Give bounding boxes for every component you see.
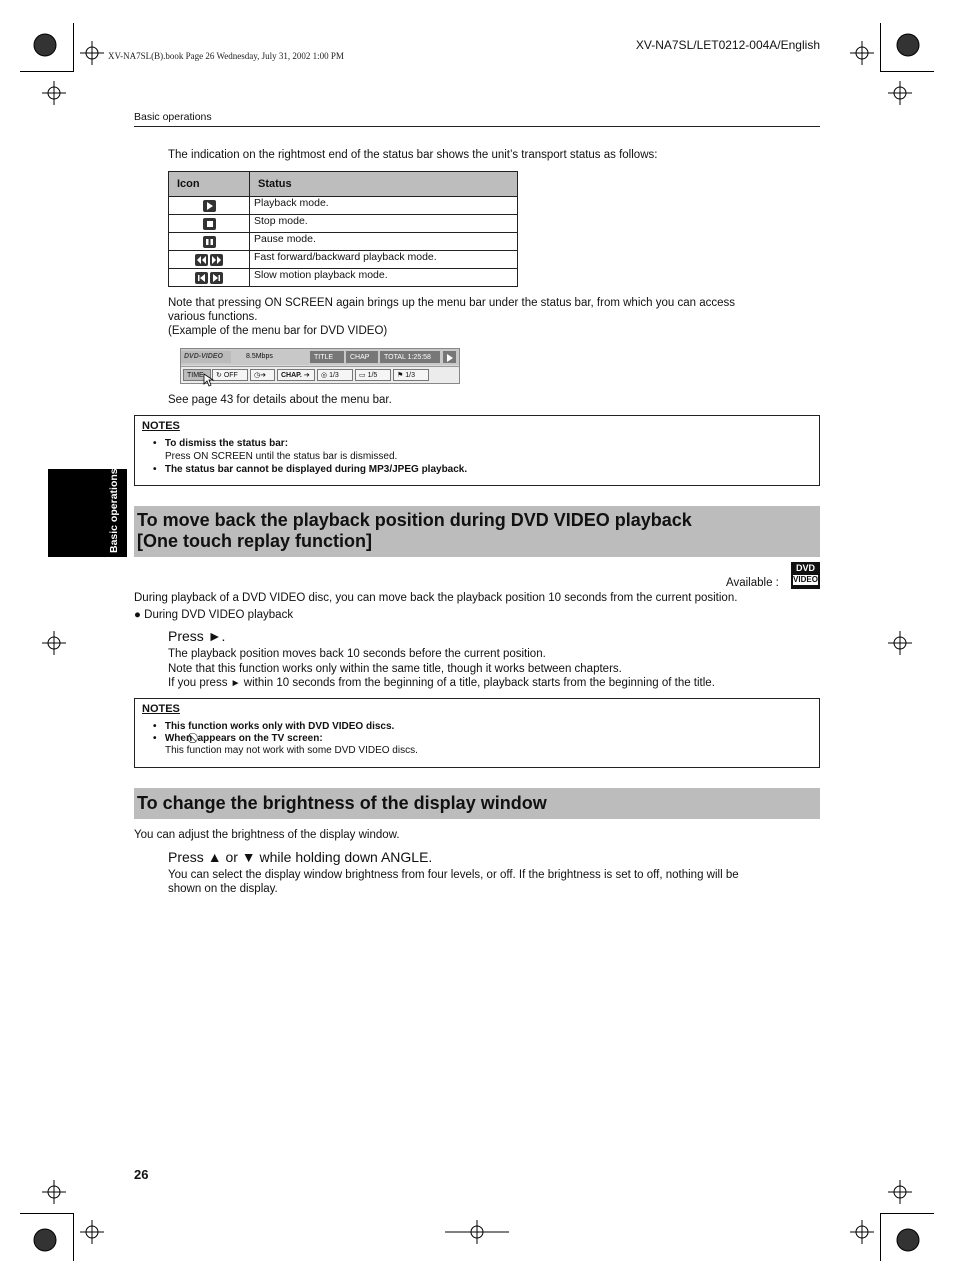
note-item-text: This function may not work with some DVD VIDEO discs. [165, 745, 418, 756]
table-row [169, 251, 518, 269]
fast-forward-icon [210, 254, 223, 266]
replay-intro: During playback of a DVD VIDEO disc, you can move back the playback position 10 seconds from the current position. [134, 592, 738, 604]
pause-icon [203, 236, 216, 248]
dvd-video-badge [791, 562, 820, 589]
bitrate-readout: 8.5Mbps [246, 353, 273, 360]
menu-example-caption: (Example of the menu bar for DVD VIDEO) [168, 325, 388, 337]
table-row [169, 233, 518, 251]
slow-backward-icon [195, 272, 208, 284]
chapter-search-button[interactable]: CHAP. ➔ [277, 369, 315, 381]
table-row [169, 215, 518, 233]
subtitle-label: 1/5 [367, 372, 378, 379]
repeat-off-button[interactable]: ↻ OFF [212, 369, 248, 381]
title-readout: TITLE [310, 351, 344, 363]
audio-button[interactable]: ◎ 1/3 [317, 369, 353, 381]
brightness-intro: You can adjust the brightness of the display window. [134, 829, 400, 841]
press-label: Press [168, 849, 204, 865]
side-tab-label: Basic operations [108, 468, 120, 553]
play-icon: ► [230, 678, 241, 689]
status-table [168, 171, 518, 287]
stop-icon [203, 218, 216, 230]
note-item-when: When [164, 733, 193, 744]
play-status-icon [443, 351, 456, 363]
notes-box-replay [134, 698, 820, 768]
heading-line2: [One touch replay function] [137, 531, 373, 551]
replay-line3 [168, 676, 715, 691]
or-label: or [225, 849, 238, 865]
note-item-title: This function works only with DVD VIDEO discs. [164, 721, 395, 732]
section-header: Basic operations [134, 111, 212, 123]
status-cell: Fast forward/backward playback mode. [250, 251, 518, 269]
status-bar-row [181, 349, 459, 365]
replay-line1: The playback position moves back 10 seconds before the current position. [168, 648, 546, 660]
subtitle-button[interactable]: ▭ 1/5 [355, 369, 391, 381]
note-item: • This function works only with DVD VIDEO discs. [153, 721, 395, 732]
play-icon: ► [207, 628, 222, 644]
status-cell: Slow motion playback mode. [250, 269, 518, 287]
audio-label: 1/3 [329, 372, 339, 379]
play-icon [203, 200, 216, 212]
notes-box-status [134, 415, 820, 486]
heading-text: To change the brightness of the display window [137, 793, 547, 813]
notes-title: NOTES [142, 703, 180, 715]
dvd-video-logo: DVD-VIDEO [181, 351, 231, 363]
heading-line1: To move back the playback position during DVD VIDEO playback [137, 510, 692, 530]
pointer-cursor-icon [203, 373, 215, 387]
table-row [169, 269, 518, 287]
up-arrow-icon: ▲ [207, 849, 222, 865]
chapter-search-label: CHAP. [281, 372, 302, 379]
page-number: 26 [134, 1167, 149, 1182]
status-cell: Pause mode. [250, 233, 518, 251]
down-arrow-icon: ▼ [241, 849, 256, 865]
note-item-text: Press ON SCREEN until the status bar is dismissed. [165, 451, 398, 462]
replay-line2: Note that this function works only within the same title, though it works between chapters. [168, 663, 622, 675]
note-item-title: To dismiss the status bar: [164, 438, 289, 449]
menu-note-line2: various functions. [168, 311, 258, 323]
note-item: • The status bar cannot be displayed during MP3/JPEG playback. [153, 464, 468, 475]
table-row [169, 197, 518, 215]
header-rule [134, 126, 820, 127]
available-label: Available : [726, 577, 779, 589]
note-item-title: The status bar cannot be displayed during MP3/JPEG playback. [164, 464, 468, 475]
angle-button[interactable]: ⚑ 1/3 [393, 369, 429, 381]
replay-press-step: Press ►. [168, 628, 226, 644]
menu-note-line1: Note that pressing ON SCREEN again brings up the menu bar under the status bar, from which you can access [168, 297, 735, 309]
note-item-screen: appears on the TV screen [197, 733, 320, 744]
brightness-section-heading [134, 788, 820, 819]
book-info-line: XV-NA7SL(B).book Page 26 Wednesday, July 31, 2002 1:00 PM [108, 51, 344, 61]
brightness-press-step [168, 849, 432, 865]
status-cell: Stop mode. [250, 215, 518, 233]
status-intro: The indication on the rightmost end of the status bar shows the unit’s transport status as follows: [168, 149, 658, 161]
note-item: • To dismiss the status bar: [153, 438, 289, 449]
time-button[interactable]: TIME [183, 369, 211, 381]
badge-top: DVD [795, 563, 815, 573]
brightness-line2: shown on the display. [168, 883, 278, 895]
col-header-status: Status [250, 172, 518, 197]
press-label: Press [168, 628, 204, 644]
repeat-off-label: OFF [223, 372, 238, 379]
note-item: • When appears on the TV screen: [153, 733, 323, 744]
replay-condition: ● During DVD VIDEO playback [134, 609, 294, 621]
slow-forward-icon [210, 272, 223, 284]
status-cell: Playback mode. [250, 197, 518, 215]
fast-backward-icon [195, 254, 208, 266]
chapter-readout: CHAP [346, 351, 378, 363]
side-tab [48, 469, 127, 557]
see-page-note: See page 43 for details about the menu bar. [168, 394, 392, 406]
time-search-button[interactable]: ◷➔ [250, 369, 275, 381]
brightness-line1: You can select the display window brightness from four levels, or off. If the brightness is set to off, nothing will be [168, 869, 739, 881]
condition-text: During DVD VIDEO playback [144, 609, 294, 621]
line3-end: within 10 seconds from the beginning of a title, playback starts from the beginning of the title. [243, 677, 715, 689]
replay-section-heading [134, 506, 820, 557]
col-header-icon: Icon [169, 172, 250, 197]
press-tail: while holding down ANGLE. [259, 849, 433, 865]
menu-bar-illustration [180, 348, 460, 384]
notes-title: NOTES [142, 420, 180, 432]
menu-bar-row [181, 366, 459, 383]
badge-bottom: VIDEO [793, 575, 818, 584]
model-code: XV-NA7SL/LET0212-004A/English [635, 38, 820, 52]
line3-start: If you press [168, 677, 228, 689]
angle-label: 1/3 [405, 372, 415, 379]
total-time-readout: TOTAL 1:25:58 [380, 351, 440, 363]
